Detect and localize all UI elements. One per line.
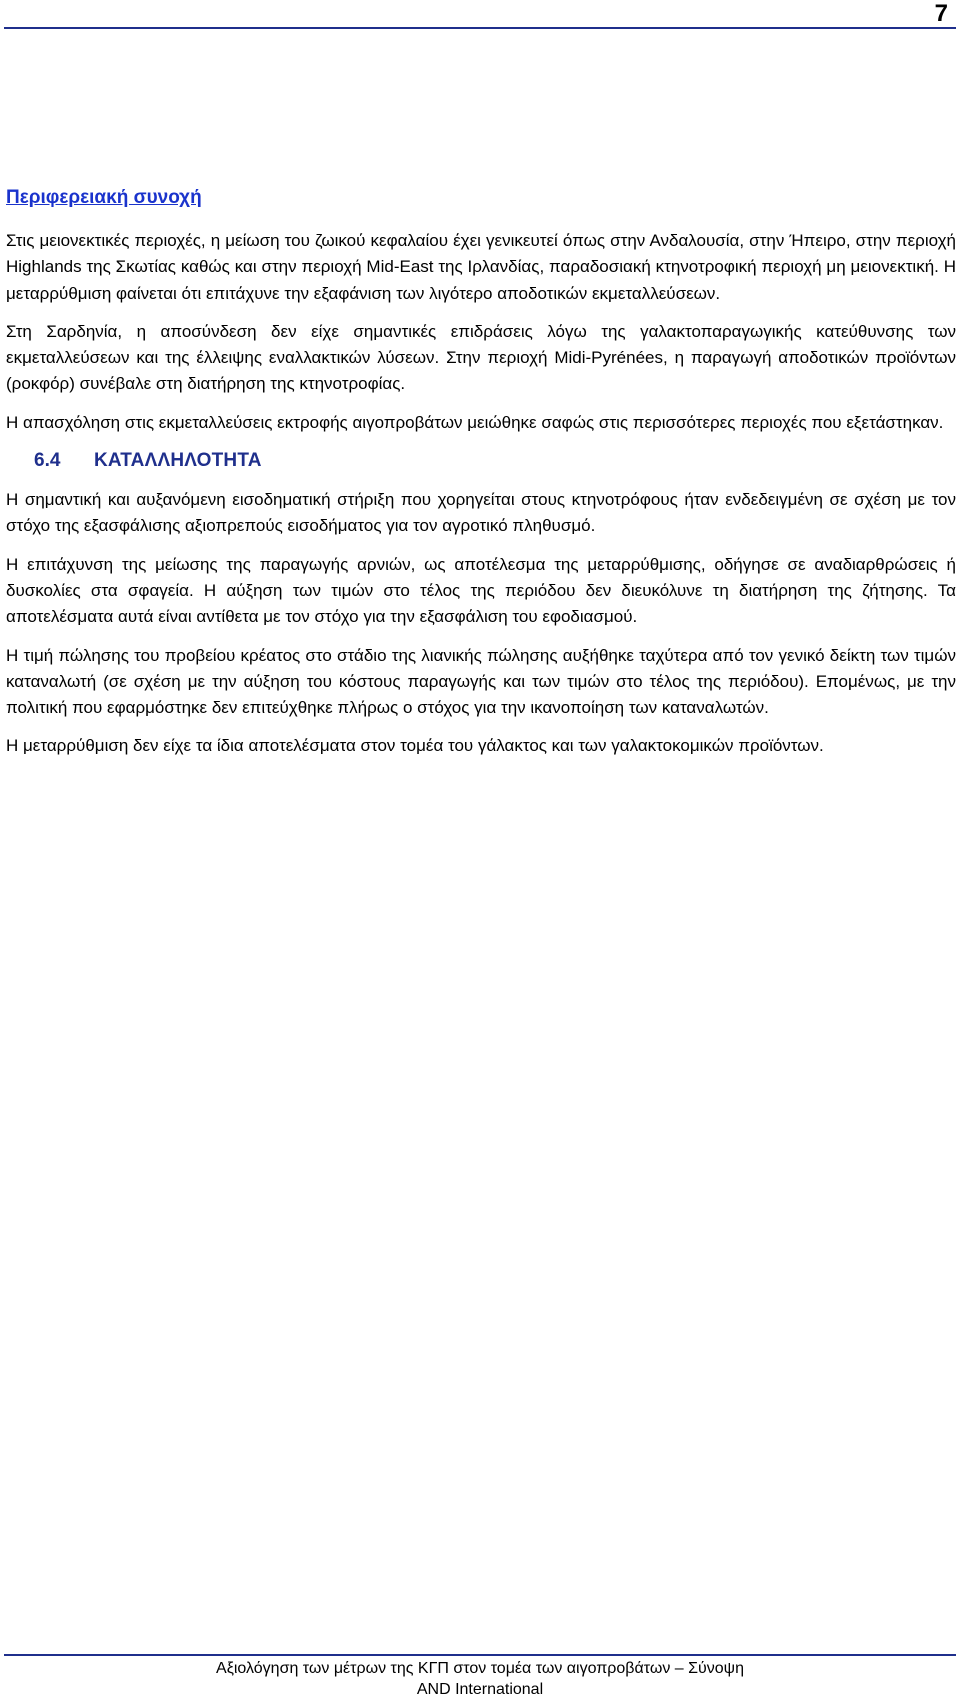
header-rule (4, 27, 956, 29)
paragraph: Στις μειονεκτικές περιοχές, η μείωση του ζωικού κεφαλαίου έχει γενικευτεί όπως στην Ανδαλουσία, στην Ήπειρο, στην περιοχή Highlands της Σκωτίας καθώς και στην περιοχή Mid-East της Ιρλανδίας, παραδοσιακή κτηνοτροφική περιοχή μη μειονεκτική. Η μεταρρύθμιση φαίνεται ότι επιτάχυνε την εξαφάνιση των λιγότερο αποδοτικών εκμεταλλεύσεων. (6, 231, 956, 303)
page-number: 7 (934, 0, 948, 27)
footer-title: Αξιολόγηση των μέτρων της ΚΓΠ στον τομέα των αιγοπροβάτων – Σύνοψη (216, 1660, 744, 1677)
chapter-title: ΚΑΤΑΛΛΗΛΟΤΗΤΑ (94, 450, 262, 472)
paragraph: Η επιτάχυνση της μείωσης της παραγωγής αρνιών, ως αποτέλεσμα της μεταρρύθμισης, οδήγησε σε αναδιαρθρώσεις ή δυσκολίες στα σφαγεία. Η αύξηση των τιμών στο τέλος της περιόδου δεν διευκόλυνε τη διατήρηση της ζήτησης. Τα αποτελέσματα αυτά είναι αντίθετα με τον στόχο για την εξασφάλιση του εφοδιασμού. (6, 554, 956, 627)
paragraph: Στη Σαρδηνία, η αποσύνδεση δεν είχε σημαντικές επιδράσεις λόγω της γαλακτοπαραγωγικής κατεύθυνσης των εκμεταλλεύσεων και της έλλειψης εναλλακτικών λύσεων. Στην περιοχή Midi-Pyrénées, η παραγωγή αποδοτικών προϊόντων (ροκφόρ) συνέβαλε στη διατήρηση της κτηνοτροφίας. (6, 321, 956, 394)
chapter-heading (6, 448, 956, 475)
paragraph: Η τιμή πώλησης του προβείου κρέατος στο στάδιο της λιανικής πώλησης αυξήθηκε ταχύτερα από τον γενικό δείκτη των τιμών καταναλωτή (σε σχέση με την αύξηση του κόστους παραγωγής και των τιμών στο τέλος της περιόδου). Επομένως, με την πολιτική που εφαρμόστηκε δεν επιτεύχθηκε πλήρως ο στόχος για την ικανοποίηση των καταναλωτών. (6, 645, 956, 718)
footer-rule (4, 1654, 956, 1656)
section-heading: Περιφερειακή συνοχή (6, 187, 202, 208)
chapter-number: 6.4 (34, 450, 61, 472)
paragraph: Η απασχόληση στις εκμεταλλεύσεις εκτροφής αιγοπροβάτων μειώθηκε σαφώς στις περισσότερες περιοχές που εξετάστηκαν. (6, 412, 944, 432)
paragraph: Η σημαντική και αυξανόμενη εισοδηματική στήριξη που χορηγείται στους κτηνοτρόφους ήταν ενδεδειγμένη σε σχέση με τον στόχο της εξασφάλισης αξιοπρεπούς εισοδήματος για τον αγροτικό πληθυσμό. (6, 490, 956, 536)
paragraph: Η μεταρρύθμιση δεν είχε τα ίδια αποτελέσματα στον τομέα του γάλακτος και των γαλακτοκομικών προϊόντων. (6, 736, 824, 756)
footer-organization: AND International (416, 1681, 544, 1698)
document-body (6, 186, 956, 772)
page-footer (0, 1658, 960, 1700)
